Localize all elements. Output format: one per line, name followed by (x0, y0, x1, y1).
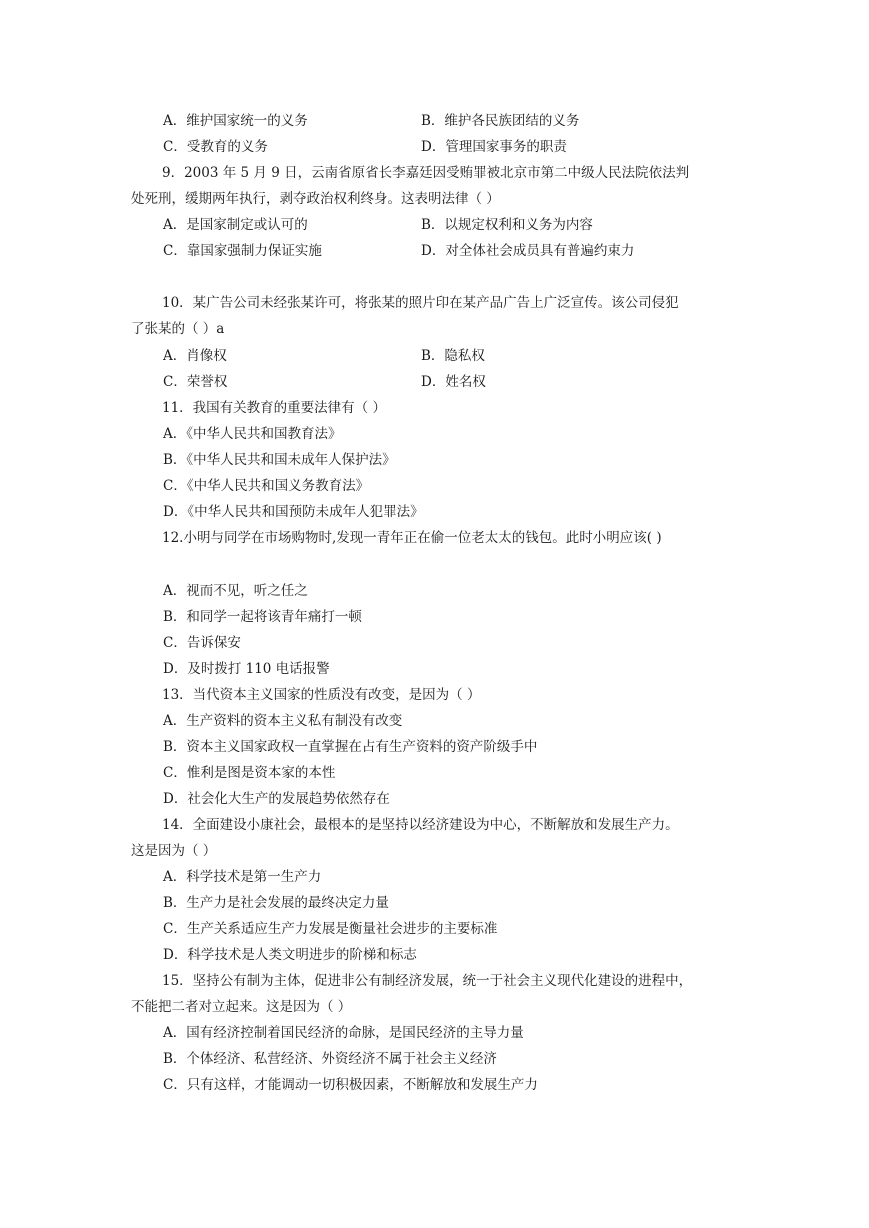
q11-option-d: D．《中华人民共和国预防未成年人犯罪法》 (163, 504, 424, 520)
q9-option-d: D．对全体社会成员具有普遍约束力 (421, 243, 635, 259)
q12-option-b: B．和同学一起将该青年痛打一顿 (163, 609, 362, 625)
q10-option-d: D．姓名权 (421, 374, 486, 390)
q10-option-a: A．肖像权 (163, 348, 227, 364)
q13-option-b: B．资本主义国家政权一直掌握在占有生产资料的资产阶级手中 (163, 739, 538, 755)
q15-option-c: C．只有这样，才能调动一切积极因素，不断解放和发展生产力 (163, 1077, 538, 1093)
q14-stem-line2: 这是因为（ ） (131, 843, 217, 859)
q14-option-c: C．生产关系适应生产力发展是衡量社会进步的主要标准 (163, 921, 498, 937)
q11-option-b: B．《中华人民共和国未成年人保护法》 (163, 452, 396, 468)
q13-option-d: D．社会化大生产的发展趋势依然存在 (163, 791, 390, 807)
q9-option-a: A．是国家制定或认可的 (163, 217, 308, 233)
q14-stem-line1: 14．全面建设小康社会，最根本的是坚持以经济建设为中心，不断解放和发展生产力。 (162, 817, 679, 833)
q8-option-b: B．维护各民族团结的义务 (421, 113, 580, 129)
q13-stem: 13．当代资本主义国家的性质没有改变，是因为（ ） (162, 687, 481, 703)
q13-option-a: A．生产资料的资本主义私有制没有改变 (163, 713, 403, 729)
q15-stem-line2: 不能把二者对立起来。这是因为（ ） (131, 999, 352, 1015)
q15-option-a: A．国有经济控制着国民经济的命脉，是国民经济的主导力量 (163, 1025, 524, 1041)
q10-option-b: B．隐私权 (421, 348, 485, 364)
q15-option-b: B．个体经济、私营经济、外资经济不属于社会主义经济 (163, 1051, 497, 1067)
q10-stem-line2: 了张某的（ ）a (131, 321, 225, 337)
q9-option-b: B．以规定权利和义务为内容 (421, 217, 593, 233)
q14-option-d: D．科学技术是人类文明进步的阶梯和标志 (163, 947, 417, 963)
q11-option-a: A．《中华人民共和国教育法》 (163, 426, 342, 442)
q12-option-c: C．告诉保安 (163, 635, 241, 651)
q14-option-a: A．科学技术是第一生产力 (163, 869, 322, 885)
q15-stem-line1: 15．坚持公有制为主体，促进非公有制经济发展，统一于社会主义现代化建设的进程中， (162, 973, 693, 989)
q11-option-c: C．《中华人民共和国义务教育法》 (163, 478, 370, 494)
q12-option-a: A．视而不见，听之任之 (163, 583, 308, 599)
q13-option-c: C．惟利是图是资本家的本性 (163, 765, 336, 781)
q9-stem-line1: 9．2003 年 5 月 9 日，云南省原省长李嘉廷因受贿罪被北京市第二中级人民法院依法判 (162, 165, 690, 181)
q12-option-d: D．及时拨打 110 电话报警 (163, 661, 330, 677)
q8-option-a: A．维护国家统一的义务 (163, 113, 308, 129)
q14-option-b: B．生产力是社会发展的最终决定力量 (163, 895, 389, 911)
q8-option-d: D．管理国家事务的职责 (421, 139, 567, 155)
q10-stem-line1: 10．某广告公司未经张某许可，将张某的照片印在某产品广告上广泛宣传。该公司侵犯 (162, 295, 679, 311)
q9-stem-line2: 处死刑，缓期两年执行，剥夺政治权利终身。这表明法律（ ） (131, 191, 500, 207)
q8-option-c: C．受教育的义务 (163, 139, 268, 155)
q10-option-c: C．荣誉权 (163, 374, 228, 390)
q12-stem: 12.小明与同学在市场购物时,发现一青年正在偷一位老太太的钱包。此时小明应该( ) (162, 530, 662, 546)
q11-stem: 11．我国有关教育的重要法律有（ ） (162, 400, 386, 416)
q9-option-c: C．靠国家强制力保证实施 (163, 243, 322, 259)
